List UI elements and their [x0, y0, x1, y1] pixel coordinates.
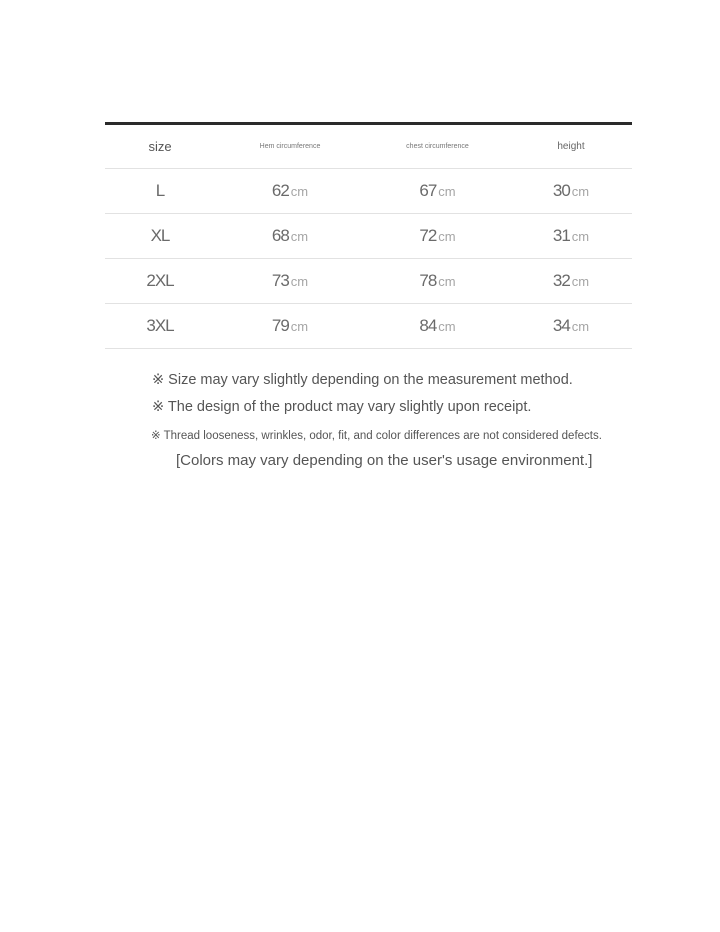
hem-value: 73 — [271, 271, 289, 290]
size-cell: 2XL — [146, 271, 174, 290]
header-height: height — [557, 141, 585, 152]
hem-cell — [215, 181, 365, 201]
header-size: size — [148, 139, 172, 154]
hem-cell — [215, 316, 365, 336]
unit-label: cm — [571, 184, 590, 199]
chest-cell — [365, 181, 510, 201]
note-design: ※ The design of the product may vary slightly upon receipt. — [152, 399, 532, 415]
header-hem-circumference: Hem circumference — [259, 143, 321, 150]
size-chart-table — [105, 122, 632, 349]
unit-label: cm — [290, 184, 309, 199]
chest-value: 78 — [419, 271, 437, 290]
unit-label: cm — [438, 319, 456, 334]
unit-label: cm — [290, 229, 309, 244]
header-chest-circumference: chest circumference — [406, 143, 469, 150]
table-row — [105, 304, 632, 349]
hem-value: 62 — [271, 181, 289, 200]
table-row — [105, 169, 632, 214]
table-row — [105, 214, 632, 259]
height-value: 32 — [552, 271, 570, 290]
chest-cell — [365, 271, 510, 291]
table-row — [105, 259, 632, 304]
unit-label: cm — [290, 319, 309, 334]
unit-label: cm — [571, 319, 590, 334]
note-measurement: ※ Size may vary slightly depending on the measurement method. — [152, 372, 573, 388]
hem-value: 68 — [271, 226, 289, 245]
height-cell — [510, 226, 632, 246]
chest-value: 84 — [419, 316, 437, 335]
height-value: 30 — [552, 181, 570, 200]
note-colors: [Colors may vary depending on the user's usage environment.] — [176, 452, 593, 469]
height-cell — [510, 181, 632, 201]
chest-cell — [365, 226, 510, 246]
height-cell — [510, 316, 632, 336]
unit-label: cm — [438, 274, 456, 289]
height-cell — [510, 271, 632, 291]
size-cell: XL — [150, 226, 170, 245]
unit-label: cm — [571, 274, 590, 289]
unit-label: cm — [438, 229, 456, 244]
chest-value: 67 — [419, 181, 437, 200]
height-value: 34 — [552, 316, 570, 335]
chest-cell — [365, 316, 510, 336]
height-value: 31 — [552, 226, 570, 245]
size-cell: 3XL — [146, 316, 174, 335]
hem-cell — [215, 226, 365, 246]
unit-label: cm — [571, 229, 590, 244]
hem-value: 79 — [271, 316, 289, 335]
unit-label: cm — [438, 184, 456, 199]
size-cell: L — [155, 181, 165, 200]
unit-label: cm — [290, 274, 309, 289]
chest-value: 72 — [419, 226, 437, 245]
note-defects: ※ Thread looseness, wrinkles, odor, fit, and color differences are not considered defects. — [151, 430, 602, 442]
table-header-row — [105, 125, 632, 169]
hem-cell — [215, 271, 365, 291]
